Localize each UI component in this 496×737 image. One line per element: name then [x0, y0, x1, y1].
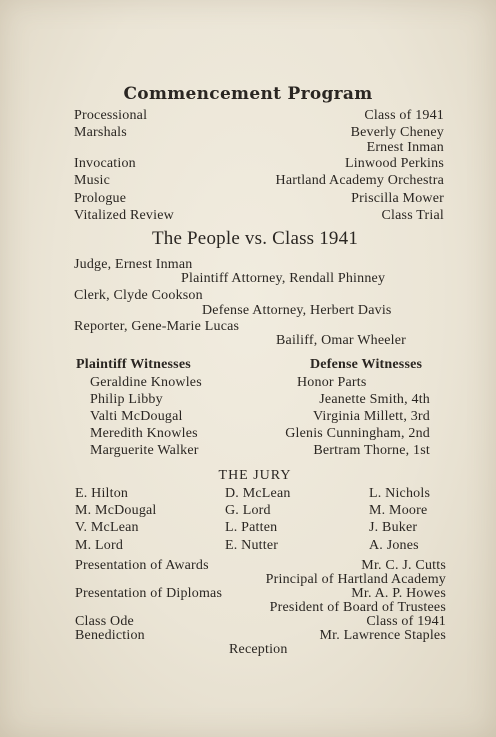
awards-title: Principal of Hartland Academy — [265, 572, 446, 587]
trial-title: The People vs. Class 1941 — [151, 228, 359, 249]
juror: M. Lord — [75, 538, 124, 553]
defense-witnesses-header: Defense Witnesses — [310, 357, 423, 372]
plaintiff-witness: Meredith Knowles — [90, 426, 198, 441]
diplomas-name: Mr. A. P. Howes — [351, 586, 446, 601]
juror: V. McLean — [75, 520, 139, 535]
juror: L. Nichols — [369, 486, 431, 501]
plaintiff-witness: Marguerite Walker — [90, 443, 199, 458]
program-item-label: Marshals — [74, 125, 127, 140]
juror: J. Buker — [369, 520, 418, 535]
court-role: Defense Attorney, Herbert Davis — [202, 303, 392, 318]
class-ode-label: Class Ode — [75, 614, 134, 629]
defense-witness: Virginia Millett, 3rd — [312, 409, 430, 424]
court-role: Plaintiff Attorney, Rendall Phinney — [181, 271, 386, 286]
plaintiff-witnesses-header: Plaintiff Witnesses — [76, 357, 191, 372]
awards-name: Mr. C. J. Cutts — [361, 558, 446, 573]
court-role: Clerk, Clyde Cookson — [74, 288, 203, 303]
juror: G. Lord — [225, 503, 271, 518]
diplomas-label: Presentation of Diplomas — [75, 586, 223, 601]
plaintiff-witness: Philip Libby — [90, 392, 163, 407]
program-item-label: Invocation — [74, 156, 136, 171]
benediction-label: Benediction — [75, 628, 145, 643]
defense-witness: Glenis Cunningham, 2nd — [285, 426, 430, 441]
program-item-label: Prologue — [74, 191, 127, 206]
plaintiff-witness: Geraldine Knowles — [90, 375, 202, 390]
jury-title: THE JURY — [218, 468, 292, 483]
program-item-value: Hartland Academy Orchestra — [275, 173, 444, 188]
juror: E. Hilton — [75, 486, 129, 501]
program-item-label: Processional — [74, 108, 148, 123]
defense-witness: Jeanette Smith, 4th — [319, 392, 430, 407]
defense-witness: Bertram Thorne, 1st — [313, 443, 430, 458]
juror: A. Jones — [369, 538, 419, 553]
plaintiff-witness: Valti McDougal — [90, 409, 183, 424]
program-item-value: Beverly Cheney — [350, 125, 444, 140]
program-title: Commencement Program — [123, 84, 373, 104]
program-item-label: Music — [74, 173, 110, 188]
court-role: Reporter, Gene-Marie Lucas — [74, 319, 240, 334]
juror: L. Patten — [225, 520, 278, 535]
court-role: Judge, Ernest Inman — [74, 257, 193, 272]
juror: M. McDougal — [75, 503, 157, 518]
program-item-label: Vitalized Review — [74, 208, 174, 223]
benediction-value: Mr. Lawrence Staples — [319, 628, 446, 643]
program-item-value: Class Trial — [381, 208, 444, 223]
awards-label: Presentation of Awards — [75, 558, 209, 573]
reception: Reception — [229, 642, 288, 657]
program-item-value: Priscilla Mower — [351, 191, 444, 206]
juror: E. Nutter — [225, 538, 279, 553]
class-ode-value: Class of 1941 — [366, 614, 446, 629]
court-role: Bailiff, Omar Wheeler — [276, 333, 407, 348]
juror: M. Moore — [369, 503, 428, 518]
program-item-value: Ernest Inman — [366, 140, 444, 155]
diplomas-title: President of Board of Trustees — [269, 600, 446, 615]
program-item-value: Linwood Perkins — [344, 156, 444, 171]
defense-witness: Honor Parts — [297, 375, 367, 390]
juror: D. McLean — [225, 486, 291, 501]
program-item-value: Class of 1941 — [364, 108, 444, 123]
